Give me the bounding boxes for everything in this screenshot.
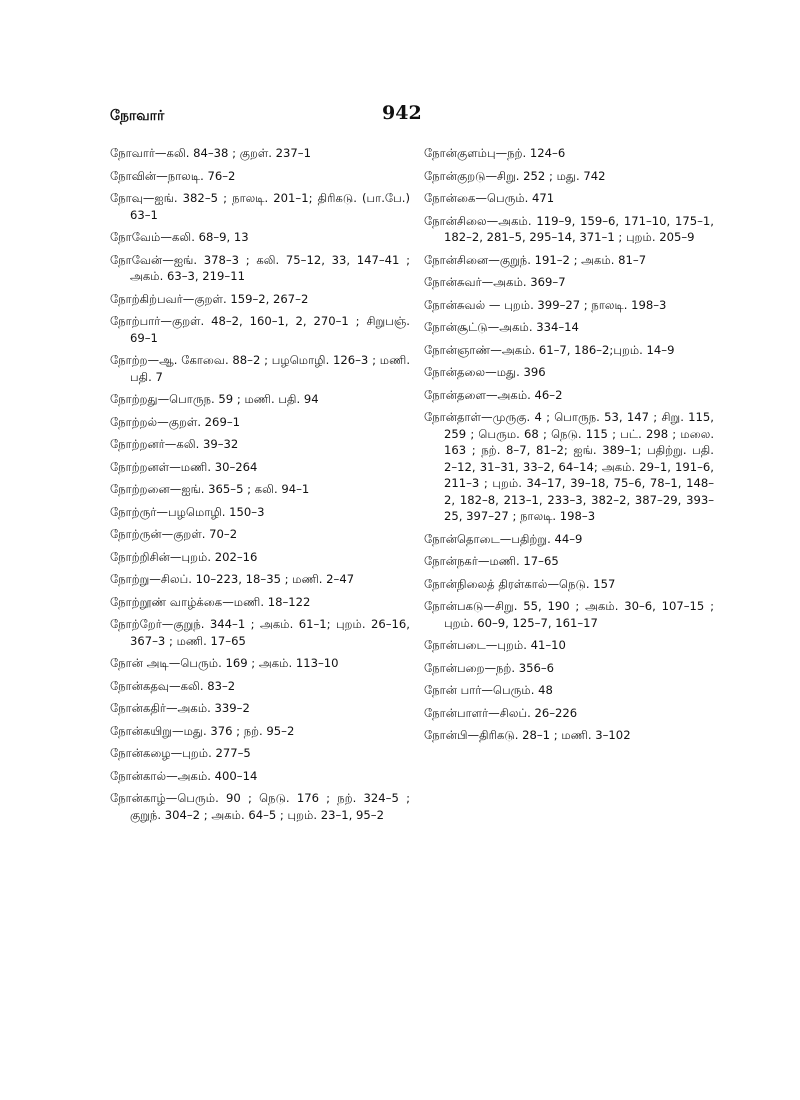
index-entry: நோன்கழை—புறம். 277–5 — [110, 746, 251, 760]
index-column-right — [424, 145, 714, 750]
index-entry: நோன்பறை—நற். 356–6 — [424, 660, 555, 675]
index-entry: நோற்றேர்—குறுந். 344–1 ; அகம். 61–1; புறம். 26–16, 367–3 ; மணி. 17–65 — [110, 617, 410, 648]
index-entry: நோற்ற—ஆ. கோவை. 88–2 ; பழமொழி. 126–3 ; மணி. பதி. 7 — [110, 353, 410, 384]
index-entry: நோன்ஞாண்—அகம். 61–7, 186–2;புறம். 14–9 — [424, 342, 675, 357]
index-entry: நோற்றனள்—மணி. 30–264 — [110, 459, 258, 474]
index-entry: நோன்கதிர்—அகம். 339–2 — [110, 701, 250, 715]
index-entry: நோன்கை—பெரும். 471 — [424, 191, 555, 205]
index-entry: நோன் அடி—பெரும். 169 ; அகம். 113–10 — [110, 656, 339, 670]
index-column-left — [110, 145, 410, 829]
page-header — [110, 102, 710, 138]
index-entry: நோன்சுவர்—அகம். 369–7 — [424, 275, 566, 289]
index-entry: நோற்றனை—ஐங். 365–5 ; கலி. 94–1 — [110, 482, 310, 496]
index-entry: நோவார்—கலி. 84–38 ; குறள். 237–1 — [110, 146, 311, 160]
index-entry: நோன்தளை—அகம். 46–2 — [424, 387, 563, 402]
index-entry: நோன்பாளர்—சிலப். 26–226 — [424, 705, 578, 720]
index-entry: நோன்சுவல் — புறம். 399–27 ; நாலடி. 198–3 — [424, 297, 667, 312]
index-entry: நோன்கயிறு—மது. 376 ; நற். 95–2 — [110, 723, 295, 738]
index-entry: நோவு—ஐங். 382–5 ; நாலடி. 201–1; திரிகடு. (பா.பே.) 63–1 — [110, 191, 410, 222]
index-entry: நோன்தலை—மது. 396 — [424, 365, 546, 379]
index-entry: நோன்கதவு—கலி. 83–2 — [110, 678, 236, 693]
index-entry: நோன்சூட்டு—அகம். 334–14 — [424, 320, 579, 334]
index-entry: நோற்பார்—குறள். 48–2, 160–1, 2, 270–1 ; சிறுபஞ். 69–1 — [110, 314, 410, 345]
index-entry: நோன்சிலை—அகம். 119–9, 159–6, 171–10, 175–1, 182–2, 281–5, 295–14, 371–1 ; புறம். 205–9 — [424, 213, 714, 244]
index-entry: நோவேன்—ஐங். 378–3 ; கலி. 75–12, 33, 147–41 ; அகம். 63–3, 219–11 — [110, 252, 410, 283]
index-entry: நோற்ருன்—குறள். 70–2 — [110, 527, 238, 541]
index-entry: நோற்ருர்—பழமொழி. 150–3 — [110, 504, 265, 519]
index-entry: நோன்பகடு—சிறு. 55, 190 ; அகம். 30–6, 107–15 ; புறம். 60–9, 125–7, 161–17 — [424, 599, 714, 630]
index-entry: நோன்பி—திரிகடு. 28–1 ; மணி. 3–102 — [424, 728, 631, 742]
index-entry: நோவேம்—கலி. 68–9, 13 — [110, 230, 249, 244]
index-entry: நோற்றூண் வாழ்க்கை—மணி. 18–122 — [110, 594, 311, 609]
index-entry: நோற்றனர்—கலி. 39–32 — [110, 437, 239, 451]
index-entry: நோற்கிற்பவர்—குறள். 159–2, 267–2 — [110, 291, 309, 306]
index-entry: நோற்றல்—குறள். 269–1 — [110, 414, 240, 429]
index-entry: நோன்நிலைத் திரள்கால்—நெடு. 157 — [424, 576, 616, 591]
running-head: நோவார் — [110, 108, 165, 124]
index-entry: நோற்றது—பொருந. 59 ; மணி. பதி. 94 — [110, 392, 319, 406]
index-entry: நோன்நகர்—மணி. 17–65 — [424, 554, 559, 568]
index-entry: நோற்று—சிலப். 10–223, 18–35 ; மணி. 2–47 — [110, 572, 355, 586]
index-entry: நோன்சினை—குறுந். 191–2 ; அகம். 81–7 — [424, 252, 647, 267]
index-entry: நோன்கால்—அகம். 400–14 — [110, 768, 258, 783]
index-entry: நோன் பார்—பெரும். 48 — [424, 683, 553, 697]
index-entry: நோன்தாள்—முருகு. 4 ; பொருந. 53, 147 ; சிறு. 115, 259 ; பெரும. 68 ; நெடு. 115 ; பட். 298 ; மலை. 163 ; நற். 8–7, 81–2; ஐங். 389–1; பதிற்று. பதி. 2–12, 31–31, 33–2, 64–14; அகம். 29–1, 191–6, 211–3 ; புறம். 34–17, 39–18, 75–6, 78–1, 148–2, 182–8, 213–1, 233–3, 382–2, 387–29, 393–25, 397–27 ; நாலடி. 198–3 — [424, 410, 714, 523]
index-entry: நோன்காழ்—பெரும். 90 ; நெடு. 176 ; நற். 324–5 ; குறுந். 304–2 ; அகம். 64–5 ; புறம். 23–1, 95–2 — [110, 791, 410, 822]
index-entry: நோற்றிசின்—புறம். 202–16 — [110, 549, 258, 564]
page-number: 942 — [382, 102, 422, 124]
index-entry: நோன்குளம்பு—நற். 124–6 — [424, 146, 566, 160]
index-entry: நோன்குறடு—சிறு. 252 ; மது. 742 — [424, 168, 606, 183]
index-entry: நோவின்—நாலடி. 76–2 — [110, 168, 236, 183]
index-entry: நோன்தொடை—பதிற்று. 44–9 — [424, 531, 583, 546]
index-entry: நோன்படை—புறம். 41–10 — [424, 638, 566, 652]
